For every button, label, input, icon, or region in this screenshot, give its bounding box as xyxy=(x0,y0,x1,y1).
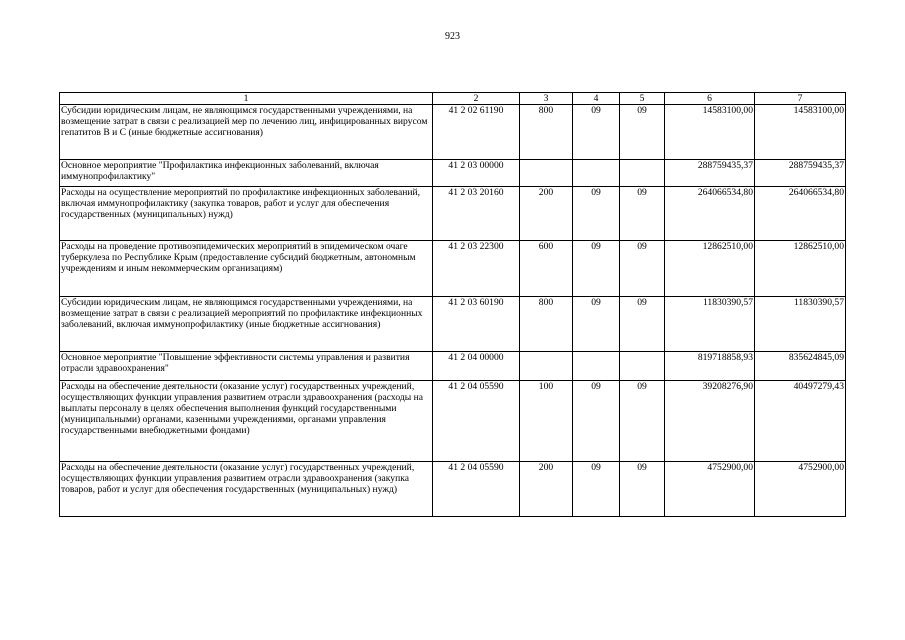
table-row xyxy=(60,381,846,462)
row-name: Расходы на обеспечение деятельности (оказание услуг) государственных учреждений, осуществляющих функции управления развитием отрасли здравоохранения (расходы на выплаты персоналу в целях обеспечения выполнения функций государственными (муниципальными) органами, казенными учреждениями, органами управления государственными внебюджетными фондами) xyxy=(60,381,433,462)
row-code: 41 2 03 22300 xyxy=(433,241,520,297)
row-col4: 09 xyxy=(573,462,620,517)
row-col4: 09 xyxy=(573,381,620,462)
row-name: Основное мероприятие "Повышение эффективности системы управления и развития отрасли здравоохранения" xyxy=(60,352,433,381)
row-col3: 200 xyxy=(520,187,573,241)
row-col3: 100 xyxy=(520,381,573,462)
row-sum-7: 11830390,57 xyxy=(755,297,846,352)
row-col5 xyxy=(620,352,665,381)
row-col5: 09 xyxy=(620,241,665,297)
row-col4 xyxy=(573,352,620,381)
row-col3: 600 xyxy=(520,241,573,297)
header-cell: 1 xyxy=(60,93,433,105)
table-row xyxy=(60,352,846,381)
row-name: Расходы на обеспечение деятельности (оказание услуг) государственных учреждений, осуществляющих функции управления развитием отрасли здравоохранения (закупка товаров, работ и услуг для обеспечения государственных (муниципальных) нужд) xyxy=(60,462,433,517)
row-col3: 800 xyxy=(520,105,573,160)
header-cell: 3 xyxy=(520,93,573,105)
row-code: 41 2 03 20160 xyxy=(433,187,520,241)
row-name: Расходы на проведение противоэпидемических мероприятий в эпидемическом очаге туберкулеза по Республике Крым (предоставление субсидий бюджетным, автономным учреждениям и иным некоммерческим организациям) xyxy=(60,241,433,297)
header-cell: 7 xyxy=(755,93,846,105)
row-name: Субсидии юридическим лицам, не являющимся государственными учреждениями, на возмещение затрат в связи с реализацией мер по лечению лиц, инфицированных вирусом гепатитов В и С (иные бюджетные ассигнования) xyxy=(60,105,433,160)
row-code: 41 2 04 00000 xyxy=(433,352,520,381)
row-col4: 09 xyxy=(573,241,620,297)
row-sum-7: 12862510,00 xyxy=(755,241,846,297)
row-sum-6: 288759435,37 xyxy=(665,160,755,187)
row-sum-6: 4752900,00 xyxy=(665,462,755,517)
row-col5: 09 xyxy=(620,105,665,160)
table-row xyxy=(60,297,846,352)
row-code: 41 2 04 05590 xyxy=(433,381,520,462)
table-row xyxy=(60,105,846,160)
page-number: 923 xyxy=(445,31,460,42)
row-col5: 09 xyxy=(620,462,665,517)
row-name: Расходы на осуществление мероприятий по профилактике инфекционных заболеваний, включая иммунопрофилактику (закупка товаров, работ и услуг для обеспечения государственных (муниципальных) нужд) xyxy=(60,187,433,241)
row-col5: 09 xyxy=(620,381,665,462)
table-row xyxy=(60,241,846,297)
row-sum-6: 14583100,00 xyxy=(665,105,755,160)
row-code: 41 2 04 05590 xyxy=(433,462,520,517)
row-sum-7: 835624845,09 xyxy=(755,352,846,381)
row-col5: 09 xyxy=(620,187,665,241)
row-col5: 09 xyxy=(620,297,665,352)
row-sum-6: 39208276,90 xyxy=(665,381,755,462)
header-cell: 6 xyxy=(665,93,755,105)
row-sum-7: 264066534,80 xyxy=(755,187,846,241)
row-col5 xyxy=(620,160,665,187)
table-row xyxy=(60,187,846,241)
table-row xyxy=(60,160,846,187)
row-col4: 09 xyxy=(573,105,620,160)
row-sum-7: 40497279,43 xyxy=(755,381,846,462)
row-code: 41 2 02 61190 xyxy=(433,105,520,160)
row-sum-7: 288759435,37 xyxy=(755,160,846,187)
header-cell: 4 xyxy=(573,93,620,105)
row-col4: 09 xyxy=(573,297,620,352)
header-row xyxy=(60,93,846,105)
row-code: 41 2 03 60190 xyxy=(433,297,520,352)
header-cell: 2 xyxy=(433,93,520,105)
row-col3: 200 xyxy=(520,462,573,517)
header-cell: 5 xyxy=(620,93,665,105)
row-sum-6: 819718858,93 xyxy=(665,352,755,381)
row-name: Основное мероприятие "Профилактика инфекционных заболеваний, включая иммунопрофилактику" xyxy=(60,160,433,187)
row-col4: 09 xyxy=(573,187,620,241)
row-col3 xyxy=(520,160,573,187)
row-sum-6: 12862510,00 xyxy=(665,241,755,297)
row-name: Субсидии юридическим лицам, не являющимся государственными учреждениями, на возмещение затрат в связи с реализацией мероприятий по профилактике инфекционных заболеваний, включая иммунопрофилактику (иные бюджетные ассигнования) xyxy=(60,297,433,352)
row-code: 41 2 03 00000 xyxy=(433,160,520,187)
row-col3 xyxy=(520,352,573,381)
row-sum-6: 11830390,57 xyxy=(665,297,755,352)
row-col3: 800 xyxy=(520,297,573,352)
row-sum-6: 264066534,80 xyxy=(665,187,755,241)
table-row xyxy=(60,462,846,517)
row-sum-7: 4752900,00 xyxy=(755,462,846,517)
budget-table xyxy=(59,92,846,517)
row-sum-7: 14583100,00 xyxy=(755,105,846,160)
row-col4 xyxy=(573,160,620,187)
